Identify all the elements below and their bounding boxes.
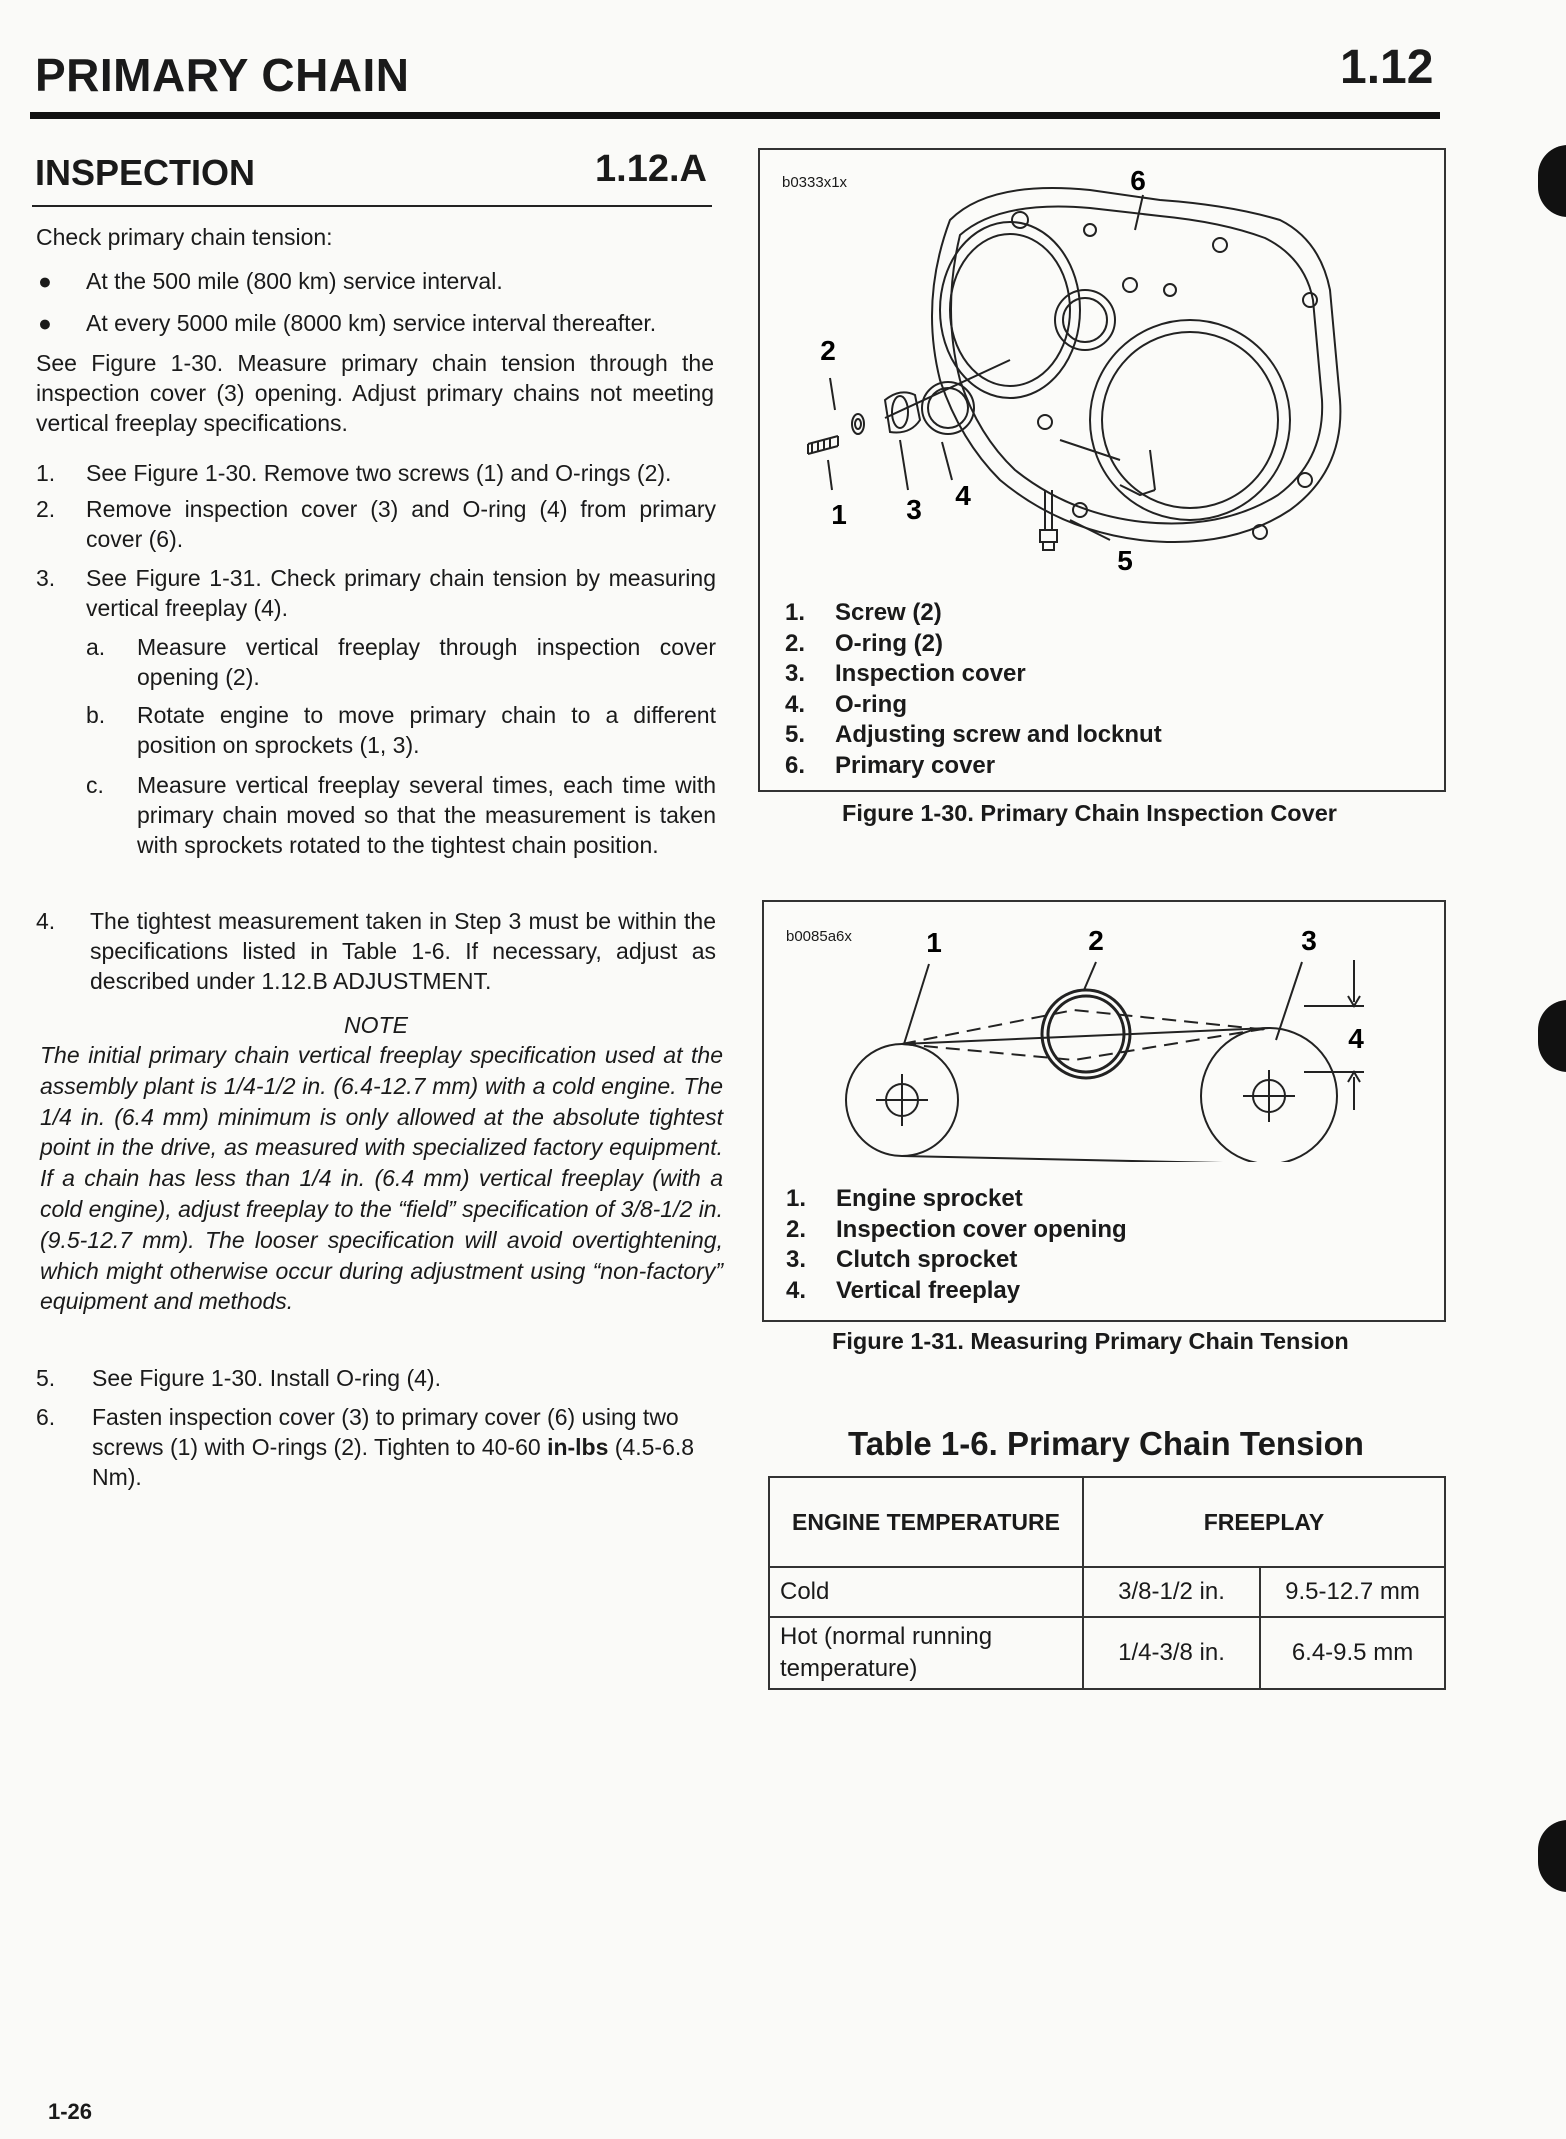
column-header: FREEPLAY: [1083, 1477, 1445, 1567]
column-header: ENGINE TEMPERATURE: [769, 1477, 1083, 1567]
callout-6: 6: [1130, 165, 1146, 196]
table-header-row: [769, 1477, 1445, 1567]
callout-2: 2: [820, 335, 836, 366]
legend-item: 4. Vertical freeplay: [786, 1276, 1021, 1304]
legend-item: 1. Screw (2): [785, 599, 942, 626]
table-cell: 6.4-9.5 mm: [1260, 1617, 1445, 1689]
subsection-title: INSPECTION: [35, 152, 256, 193]
figure-code: b0085a6x: [786, 928, 852, 945]
binder-tab: [1538, 1820, 1566, 1892]
legend-item: 2. Inspection cover opening: [786, 1215, 1127, 1243]
callout-3: 3: [1301, 925, 1317, 956]
legend-item: 3. Inspection cover: [785, 660, 1026, 687]
legend-item: 5. Adjusting screw and locknut: [785, 721, 1162, 748]
figure-1-30: [758, 148, 1446, 792]
figure-caption: Figure 1-30. Primary Chain Inspection Cover: [842, 800, 1337, 826]
legend-item: 2. O-ring (2): [785, 629, 943, 657]
intro-paragraph: See Figure 1-30. Measure primary chain tension through the inspection cover (3) opening. Adjust primary chains not meeting vertical freeplay specifications.: [36, 350, 714, 436]
table-row: [769, 1617, 1445, 1689]
callout-4: 4: [955, 480, 971, 511]
figure-code: b0333x1x: [782, 174, 848, 191]
table-cell: Hot (normal running temperature): [769, 1617, 1083, 1689]
table-row: [769, 1567, 1445, 1617]
table-cell: Cold: [769, 1567, 1083, 1617]
legend-item: 1. Engine sprocket: [786, 1185, 1023, 1212]
header-rule: [30, 112, 1440, 119]
callout-1: 1: [831, 499, 847, 530]
section-number: 1.12: [1340, 41, 1434, 94]
binder-tab: [1538, 145, 1566, 217]
table-cell: 9.5-12.7 mm: [1260, 1567, 1445, 1617]
callout-2: 2: [1088, 925, 1104, 956]
legend-item: 6. Primary cover: [785, 751, 996, 779]
primary-cover-illustration: [760, 150, 1444, 600]
bullet-icon: ●: [38, 268, 52, 294]
callout-1: 1: [926, 927, 942, 958]
table-cell: 3/8-1/2 in.: [1083, 1567, 1260, 1617]
callout-5: 5: [1117, 545, 1133, 576]
subsection-rule: [32, 205, 712, 207]
table-title: Table 1-6. Primary Chain Tension: [848, 1425, 1364, 1462]
callout-4: 4: [1348, 1023, 1364, 1054]
chain-tension-diagram: [764, 902, 1444, 1162]
legend-item: 4. O-ring: [785, 690, 907, 718]
note-title: NOTE: [344, 1012, 408, 1038]
table-cell: 1/4-3/8 in.: [1083, 1617, 1260, 1689]
figure-caption: Figure 1-31. Measuring Primary Chain Tension: [832, 1328, 1349, 1354]
intro-text: Check primary chain tension:: [36, 224, 333, 250]
bullet-icon: ●: [38, 310, 52, 336]
note-body: The initial primary chain vertical freeplay specification used at the assembly plant is 1/4-1/2 in. (6.4-12.7 mm) with a cold engine. The 1/4 in. (6.4 mm) minimum is only allowed at the absolute tightest point in the drive, as measured with specialized factory equipment. If a chain has less than 1/4 in. (6.4 mm) vertical freeplay (with a cold engine), adjust freeplay to the “field” specification of 3/8-1/2 in. (9.5-12.7 mm). The looser specification will avoid overtightening, which might otherwise occur during adjustment using “non-factory” equipment and methods.: [40, 1042, 723, 1315]
figure-legend: [786, 1184, 1127, 1306]
subsection-number: 1.12.A: [595, 148, 707, 190]
callout-3: 3: [906, 494, 922, 525]
spec-table: [768, 1476, 1446, 1690]
binder-tab: [1538, 1000, 1566, 1072]
legend-item: 3. Clutch sprocket: [786, 1246, 1018, 1273]
figure-1-31: [762, 900, 1446, 1322]
page-number: 1-26: [48, 2099, 93, 2124]
figure-legend: [785, 598, 1162, 781]
page-title: PRIMARY CHAIN: [35, 49, 410, 101]
